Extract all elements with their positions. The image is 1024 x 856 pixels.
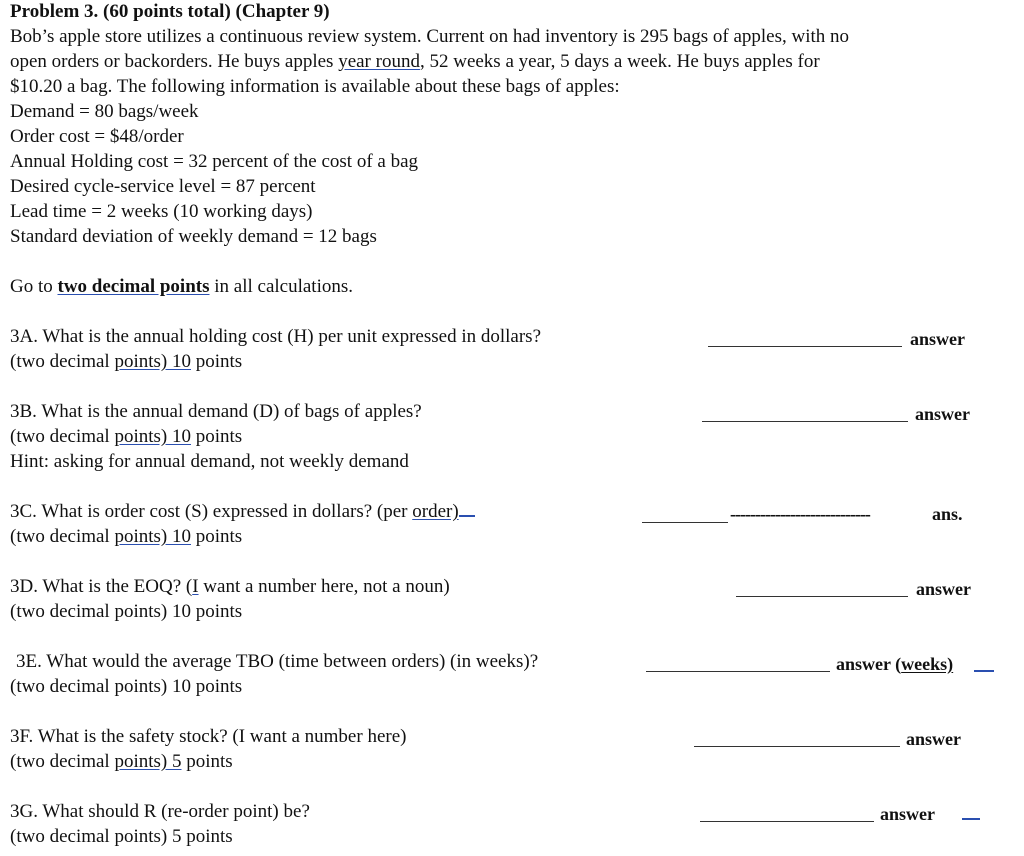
q3c-points (10, 526, 242, 548)
intro-line-2-b: , 52 weeks a year, 5 days a week. He buys apples for (419, 51, 820, 72)
q3g-blue-mark (962, 818, 980, 820)
q3d-text-pre: 3D. What is the EOQ? ( (10, 576, 193, 597)
q3f-points-u: points) 5 (114, 751, 182, 772)
fact-lead-time: Lead time = 2 weeks (10 working days) (10, 201, 313, 222)
q3a-points-u: points) 10 (114, 351, 191, 372)
q3d-text (10, 576, 450, 598)
q3e-blue-mark (974, 670, 994, 672)
fact-holding-cost: Annual Holding cost = 32 percent of the cost of a bag (10, 151, 419, 172)
q3d-answer-blank[interactable] (736, 596, 908, 597)
q3a-points (10, 351, 242, 373)
q3e-answer-blank[interactable] (646, 671, 830, 672)
q3b-points (10, 426, 242, 448)
fact-order-cost: Order cost = $48/order (10, 126, 184, 147)
q3e-points: (two decimal points) 10 points (10, 676, 243, 697)
fact-std-dev: Standard deviation of weekly demand = 12 bags (10, 226, 377, 247)
q3c-text-u: order) (412, 501, 459, 522)
q3c-blue-mark (459, 501, 475, 517)
q3g-answer-blank[interactable] (700, 821, 874, 822)
q3a-points-post: points (191, 351, 243, 372)
q3c-text-pre: 3C. What is order cost (S) expressed in dollars? (per (10, 501, 413, 522)
q3d-points: (two decimal points) 10 points (10, 601, 243, 622)
q3g-points: (two decimal points) 5 points (10, 826, 233, 847)
fact-demand: Demand = 80 bags/week (10, 101, 199, 122)
q3f-text: 3F. What is the safety stock? (I want a number here) (10, 726, 407, 747)
q3e-text: 3E. What would the average TBO (time between orders) (in weeks)? (16, 651, 539, 672)
instruction-emphasis: two decimal points (57, 276, 210, 297)
q3e-answer-weeks: weeks) (901, 654, 954, 674)
q3e-answer-label (836, 653, 953, 675)
q3d-text-post: want a number here, not a noun) (198, 576, 450, 597)
q3b-points-post: points (191, 426, 243, 447)
q3b-hint: Hint: asking for annual demand, not weekly demand (10, 451, 409, 472)
q3c-points-post: points (191, 526, 243, 547)
q3c-answer-label: ans. (932, 504, 963, 524)
instruction (10, 276, 353, 298)
q3f-points (10, 751, 233, 773)
q3e-answer-pre: answer ( (836, 654, 902, 674)
q3b-points-pre: (two decimal (10, 426, 115, 447)
q3f-answer-blank[interactable] (694, 746, 900, 747)
q3b-points-u: points) 10 (114, 426, 191, 447)
q3c-answer-blank[interactable] (642, 522, 728, 523)
instruction-pre: Go to (10, 276, 58, 297)
q3f-answer-label: answer (906, 729, 961, 749)
problem-title: Problem 3. (60 points total) (Chapter 9) (10, 1, 330, 22)
q3a-text: 3A. What is the annual holding cost (H) per unit expressed in dollars? (10, 326, 541, 347)
q3g-text: 3G. What should R (re-order point) be? (10, 801, 310, 822)
intro-line-2-a: open orders or backorders. He buys apples (10, 51, 339, 72)
intro-line-1: Bob’s apple store utilizes a continuous review system. Current on had inventory is 295 bags of apples, with no (10, 26, 850, 47)
intro-line-2 (10, 51, 820, 73)
q3d-text-u: I (192, 576, 199, 597)
q3a-answer-label: answer (910, 329, 965, 349)
q3g-answer-label: answer (880, 804, 935, 824)
intro-year-round: year round (338, 51, 420, 72)
q3a-answer-blank[interactable] (708, 346, 902, 347)
fact-service-level: Desired cycle-service level = 87 percent (10, 176, 316, 197)
instruction-post: in all calculations. (209, 276, 354, 297)
q3c-points-pre: (two decimal (10, 526, 115, 547)
q3c-points-u: points) 10 (114, 526, 191, 547)
q3c-text (10, 501, 475, 523)
q3d-answer-label: answer (916, 579, 971, 599)
q3f-points-pre: (two decimal (10, 751, 115, 772)
q3b-text: 3B. What is the annual demand (D) of bags of apples? (10, 401, 422, 422)
q3b-answer-label: answer (915, 404, 970, 424)
q3c-dashes: ---------------------------- (730, 504, 870, 524)
q3a-points-pre: (two decimal (10, 351, 115, 372)
intro-line-3: $10.20 a bag. The following information is available about these bags of apples: (10, 76, 620, 97)
q3b-answer-blank[interactable] (702, 421, 908, 422)
q3f-points-post: points (181, 751, 233, 772)
